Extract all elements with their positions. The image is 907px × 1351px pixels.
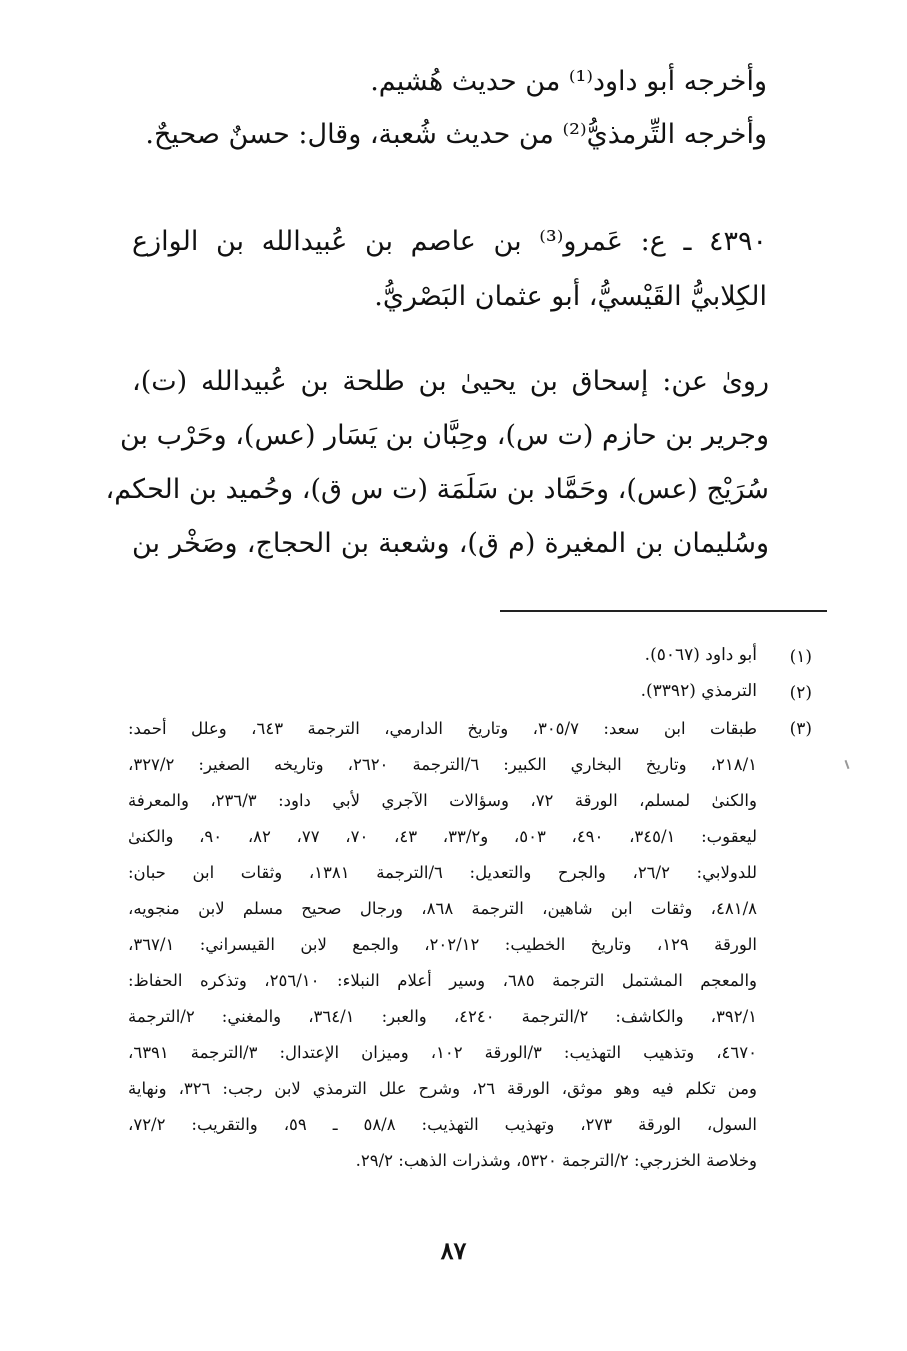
footnote-line: ٤٦٧٠، وتذهيب التهذيب: ٣/الورقة ١٠٢، وميزان الإعتدال: ٣/الترجمة ٦٣٩١، bbox=[128, 1043, 757, 1062]
footnote-line: طبقات ابن سعد: ٣٠٥/٧، وتاريخ الدارمي، الترجمة ٦٤٣، وعلل أحمد: bbox=[128, 719, 758, 738]
footnote-line: ٤٨١/٨، وثقات ابن شاهين، الترجمة ٨٦٨، ورجال صحيح مسلم لابن منجويه، bbox=[128, 899, 757, 918]
footnote-text: أبو داود (٥٠٦٧). bbox=[644, 645, 757, 665]
footnote-line: للدولابي: ٢٦/٢، والجرح والتعديل: ٦/الترجمة ١٣٨١، وثقات ابن حبان: bbox=[128, 863, 757, 882]
entry-name-line: الكِلابيُّ القَيْسيُّ، أبو عثمان البَصْريُّ. bbox=[374, 281, 767, 312]
footnote-text: الترمذي (٣٣٩٢). bbox=[640, 681, 757, 701]
entry-heading: ٤٣٩٠ ـ ع: عَمرو⁽³⁾ بن عاصم بن عُبيدالله بن الوازع bbox=[132, 226, 768, 257]
text-line: وأخرجه التِّرمذيُّ⁽²⁾ من حديث شُعبة، وقال: حسنٌ صحيحٌ. bbox=[145, 119, 767, 150]
footnote-number: (١) bbox=[789, 647, 812, 667]
footnote-separator bbox=[500, 610, 827, 612]
footnote-line: والمعجم المشتمل الترجمة ٦٨٥، وسير أعلام النبلاء: ٢٥٦/١٠، وتذكره الحفاظ: bbox=[128, 971, 758, 990]
footnote-line: ٣٩٢/١، والكاشف: ٢/الترجمة ٤٢٤٠، والعبر: ٣٦٤/١، والمغني: ٢/الترجمة bbox=[128, 1007, 757, 1026]
footnote-line: ومن تكلم فيه وهو موثق، الورقة ٢٦، وشرح علل الترمذي لابن رجب: ٣٢٦، ونهاية bbox=[128, 1079, 757, 1098]
footnote-number: (٢) bbox=[789, 683, 812, 703]
scan-mark bbox=[845, 760, 850, 769]
footnote-line: ٢١٨/١، وتاريخ البخاري الكبير: ٦/الترجمة ٢٦٢٠، وتاريخه الصغير: ٣٢٧/٢، bbox=[128, 755, 757, 774]
narrators-line: وجرير بن حازم (ت س)، وحِبَّان بن يَسَار (عس)، وحَرْب بن bbox=[119, 420, 769, 451]
footnote-line: وخلاصة الخزرجي: ٢/الترجمة ٥٣٢٠، وشذرات الذهب: ٢٩/٢. bbox=[355, 1151, 757, 1170]
footnote-number: (٣) bbox=[789, 719, 812, 739]
footnote-line: السول، الورقة ٢٧٣، وتهذيب التهذيب: ٥٨/٨ ـ ٥٩، والتقريب: ٧٢/٢، bbox=[128, 1115, 757, 1134]
footnote-line: ليعقوب: ٣٤٥/١، ٤٩٠، ٥٠٣، و٣٣/٢، ٤٣، ٧٠، ٧٧، ٨٢، ٩٠، والكنىٰ bbox=[128, 827, 758, 846]
footnote-line: والكنىٰ لمسلم، الورقة ٧٢، وسؤالات الآجري لأبي داود: ٢٣٦/٣، والمعرفة bbox=[128, 791, 757, 810]
text-line: وأخرجه أبو داود⁽¹⁾ من حديث هُشيم. bbox=[370, 66, 767, 97]
page-number: ٨٧ bbox=[440, 1236, 467, 1265]
narrators-line: سُرَيْج (عس)، وحَمَّاد بن سَلَمَة (ت س ق)، وحُميد بن الحكم، bbox=[105, 474, 769, 505]
narrators-line: روىٰ عن: إسحاق بن يحيىٰ بن طلحة بن عُبيدالله (ت)، bbox=[132, 366, 769, 397]
narrators-line: وسُليمان بن المغيرة (م ق)، وشعبة بن الحجاج، وصَخْر بن bbox=[132, 528, 769, 559]
footnote-line: الورقة ١٢٩، وتاريخ الخطيب: ٢٠٢/١٢، والجمع لابن القيسراني: ٣٦٧/١، bbox=[128, 935, 757, 954]
